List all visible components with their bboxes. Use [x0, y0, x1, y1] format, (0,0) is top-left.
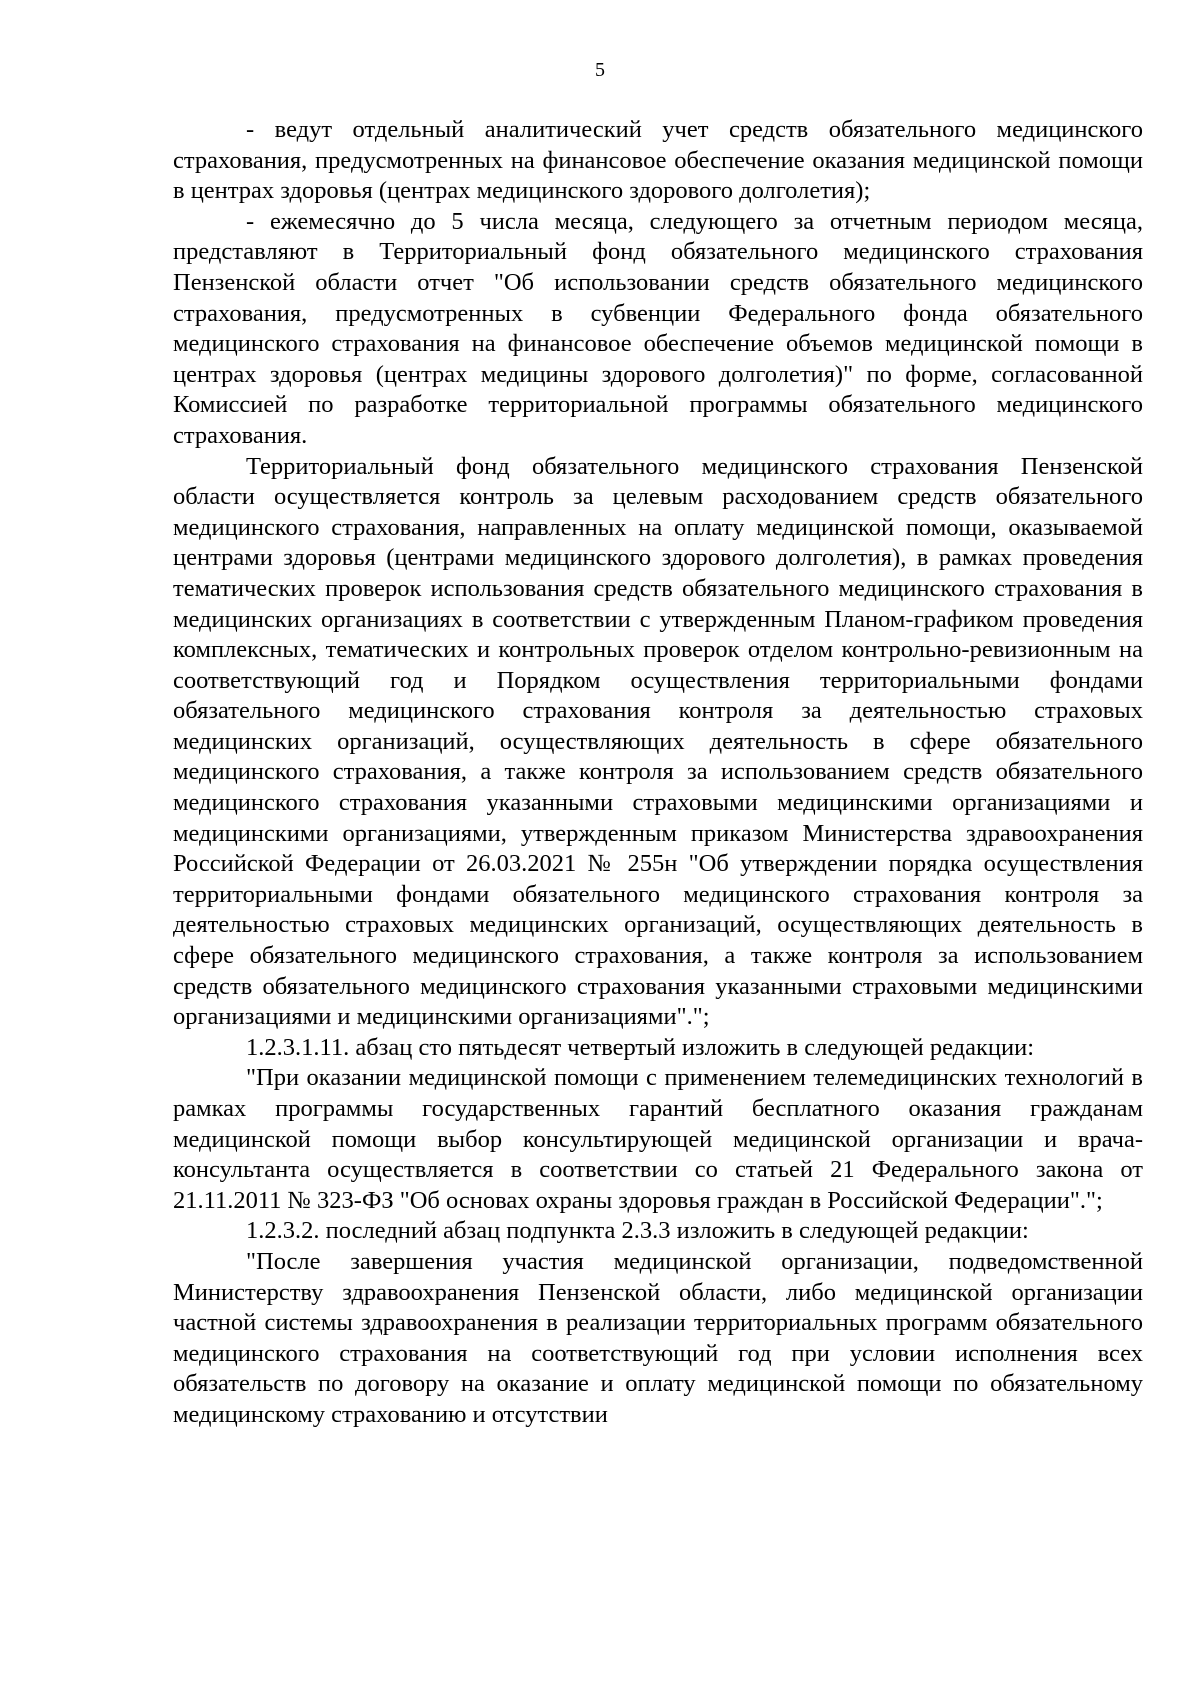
- paragraph-telemedicine-quote: "При оказании медицинской помощи с применением телемедицинских технологий в рамках программы государственных гарантий бесплатного оказания гражданам медицинской помощи выбор консультирующей медицинской организации и врача-консультанта осуществляется в соответствии со статьей 21 Федерального закона от 21.11.2011 № 323-ФЗ "Об основах охраны здоровья граждан в Российской Федерации".";: [173, 1064, 1143, 1214]
- paragraph-monthly-report: - ежемесячно до 5 числа месяца, следующего за отчетным периодом месяца, представляют в Территориальный фонд обязательного медицинского страхования Пензенской области отчет "Об использовании средств обязательного медицинского страхования, предусмотренных в субвенции Федерального фонда обязательного медицинского страхования на финансовое обеспечение объемов медицинской помощи в центрах здоровья (центрах медицины здорового долголетия)" по форме, согласованной Комиссией по разработке территориальной программы обязательного медицинского страхования.: [173, 207, 1143, 449]
- page-number: 5: [595, 59, 605, 81]
- document-body: [173, 115, 1143, 1431]
- paragraph-analytical-accounting: - ведут отдельный аналитический учет средств обязательного медицинского страхования, предусмотренных на финансовое обеспечение оказания медицинской помощи в центрах здоровья (центрах медицинского здорового долголетия);: [173, 116, 1143, 205]
- paragraph-amendment-1-2-3-1-11: 1.2.3.1.11. абзац сто пятьдесят четвертый изложить в следующей редакции:: [246, 1033, 1035, 1061]
- paragraph-fund-control: Территориальный фонд обязательного медицинского страхования Пензенской области осуществляется контроль за целевым расходованием средств обязательного медицинского страхования, направленных на оплату медицинской помощи, оказываемой центрами здоровья (центрами медицинского здорового долголетия), в рамках проведения тематических проверок использования средств обязательного медицинского страхования в медицинских организациях в соответствии с утвержденным Планом-графиком проведения комплексных, тематических и контрольных проверок отделом контрольно-ревизионным на соответствующий год и Порядком осуществления территориальными фондами обязательного медицинского страхования контроля за деятельностью страховых медицинских организаций, осуществляющих деятельность в сфере обязательного медицинского страхования, а также контроля за использованием средств обязательного медицинского страхования указанными страховыми медицинскими организациями и медицинскими организациями, утвержденным приказом Министерства здравоохранения Российской Федерации от 26.03.2021 № 255н "Об утверждении порядка осуществления территориальными фондами обязательного медицинского страхования контроля за деятельностью страховых медицинских организаций, осуществляющих деятельность в сфере обязательного медицинского страхования, а также контроля за использованием средств обязательного медицинского страхования указанными страховыми медицинскими организациями и медицинскими организациями".";: [173, 452, 1143, 1031]
- paragraph-completion-quote: "После завершения участия медицинской организации, подведомственной Министерству здравоохранения Пензенской области, либо медицинской организации частной системы здравоохранения в реализации территориальных программ обязательного медицинского страхования на соответствующий год при условии исполнения всех обязательств по договору на оказание и оплату медицинской помощи по обязательному медицинскому страхованию и отсутствии: [173, 1247, 1143, 1428]
- paragraph-amendment-1-2-3-2: 1.2.3.2. последний абзац подпункта 2.3.3 изложить в следующей редакции:: [246, 1217, 1029, 1245]
